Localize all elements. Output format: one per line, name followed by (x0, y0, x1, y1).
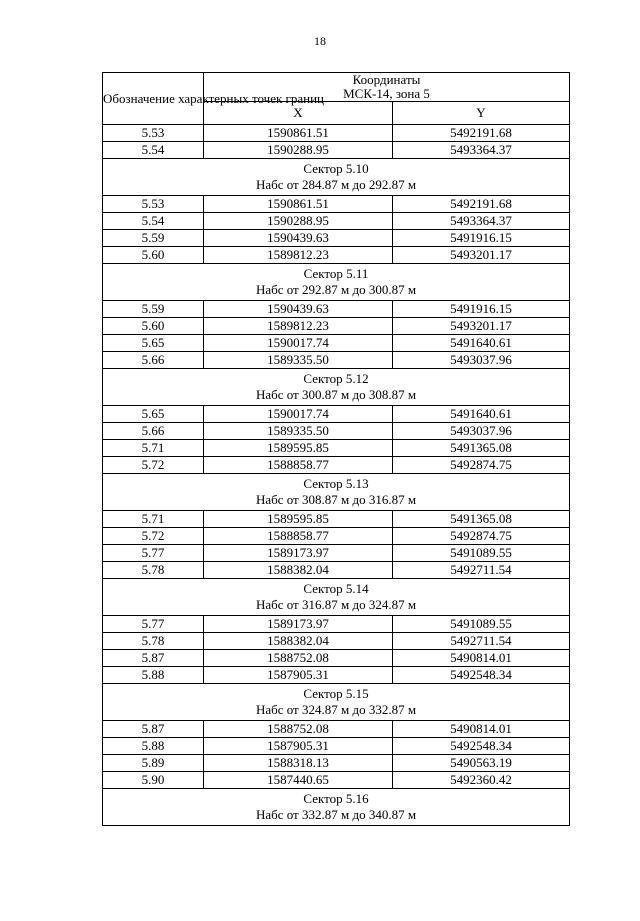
sector-title: Сектор 5.13 (303, 476, 369, 491)
sector-title: Сектор 5.11 (303, 266, 369, 281)
point-id-cell: 5.60 (103, 318, 204, 335)
x-coordinate-cell: 1590861.51 (204, 196, 393, 213)
sector-height-range: Набс от 292.87 м до 300.87 м (255, 282, 417, 297)
y-coordinate-cell: 5492711.54 (393, 633, 570, 650)
sector-height-range: Набс от 300.87 м до 308.87 м (255, 387, 417, 402)
point-row (103, 230, 570, 247)
x-coordinate-cell: 1589595.85 (204, 511, 393, 528)
point-id-cell: 5.87 (103, 650, 204, 667)
point-id-cell: 5.53 (103, 125, 204, 142)
point-id-cell: 5.60 (103, 247, 204, 264)
sector-cell (103, 159, 570, 196)
point-id-cell: 5.54 (103, 213, 204, 230)
sector-title: Сектор 5.12 (303, 371, 369, 386)
point-id-cell: 5.65 (103, 406, 204, 423)
x-coordinate-cell: 1588858.77 (204, 528, 393, 545)
sector-cell (103, 579, 570, 616)
point-row (103, 423, 570, 440)
point-id-cell: 5.72 (103, 528, 204, 545)
x-coordinate-cell: 1588318.13 (204, 755, 393, 772)
point-id-cell: 5.77 (103, 616, 204, 633)
point-row (103, 721, 570, 738)
point-row (103, 738, 570, 755)
point-row (103, 772, 570, 789)
y-coordinate-cell: 5493037.96 (393, 423, 570, 440)
sector-cell (103, 474, 570, 511)
sector-height-range: Набс от 284.87 м до 292.87 м (255, 177, 417, 192)
point-row (103, 755, 570, 772)
y-coordinate-cell: 5491916.15 (393, 230, 570, 247)
point-row (103, 335, 570, 352)
y-coordinate-cell: 5492548.34 (393, 667, 570, 684)
sector-height-range: Набс от 308.87 м до 316.87 м (255, 492, 417, 507)
point-id-cell: 5.59 (103, 230, 204, 247)
point-id-cell: 5.71 (103, 440, 204, 457)
sector-title: Сектор 5.10 (303, 161, 369, 176)
x-coordinate-cell: 1589335.50 (204, 352, 393, 369)
x-coordinate-cell: 1589595.85 (204, 440, 393, 457)
sector-row (103, 684, 570, 721)
x-coordinate-cell: 1588858.77 (204, 457, 393, 474)
point-id-cell: 5.71 (103, 511, 204, 528)
designation-header: Обозначение характерных точек границ (103, 73, 204, 125)
y-coordinate-cell: 5491640.61 (393, 406, 570, 423)
point-id-cell: 5.72 (103, 457, 204, 474)
sector-cell (103, 264, 570, 301)
point-row (103, 667, 570, 684)
x-coordinate-cell: 1590288.95 (204, 142, 393, 159)
point-id-cell: 5.90 (103, 772, 204, 789)
point-row (103, 650, 570, 667)
point-row (103, 562, 570, 579)
sector-row (103, 579, 570, 616)
x-coordinate-cell: 1590861.51 (204, 125, 393, 142)
sector-cell (103, 684, 570, 721)
sector-height-range: Набс от 324.87 м до 332.87 м (255, 702, 417, 717)
point-id-cell: 5.53 (103, 196, 204, 213)
point-id-cell: 5.54 (103, 142, 204, 159)
point-row (103, 457, 570, 474)
point-id-cell: 5.89 (103, 755, 204, 772)
y-coordinate-cell: 5493364.37 (393, 213, 570, 230)
x-coordinate-cell: 1589812.23 (204, 247, 393, 264)
point-id-cell: 5.65 (103, 335, 204, 352)
y-coordinate-cell: 5493201.17 (393, 247, 570, 264)
table-body (103, 125, 570, 826)
point-row (103, 247, 570, 264)
y-coordinate-cell: 5493364.37 (393, 142, 570, 159)
coordinate-system: МСК-14, зона 5 (343, 86, 430, 101)
point-id-cell: 5.87 (103, 721, 204, 738)
y-coordinate-cell: 5490814.01 (393, 721, 570, 738)
x-coordinate-cell: 1590017.74 (204, 335, 393, 352)
x-column-header: X (204, 102, 393, 125)
x-coordinate-cell: 1589812.23 (204, 318, 393, 335)
point-row (103, 213, 570, 230)
sector-cell (103, 369, 570, 406)
y-coordinate-cell: 5492191.68 (393, 125, 570, 142)
y-coordinate-cell: 5491640.61 (393, 335, 570, 352)
point-row (103, 301, 570, 318)
point-row (103, 633, 570, 650)
y-coordinate-cell: 5490814.01 (393, 650, 570, 667)
sector-title: Сектор 5.16 (303, 791, 369, 806)
point-id-cell: 5.88 (103, 738, 204, 755)
coordinates-table (102, 72, 570, 826)
y-coordinate-cell: 5493201.17 (393, 318, 570, 335)
point-id-cell: 5.77 (103, 545, 204, 562)
coordinates-title: Координаты (352, 72, 421, 87)
y-coordinate-cell: 5491365.08 (393, 511, 570, 528)
point-id-cell: 5.66 (103, 423, 204, 440)
point-row (103, 125, 570, 142)
sector-cell (103, 789, 570, 826)
y-column-header: Y (393, 102, 570, 125)
point-row (103, 142, 570, 159)
y-coordinate-cell: 5490563.19 (393, 755, 570, 772)
y-coordinate-cell: 5491089.55 (393, 616, 570, 633)
x-coordinate-cell: 1590288.95 (204, 213, 393, 230)
x-coordinate-cell: 1587905.31 (204, 738, 393, 755)
y-coordinate-cell: 5492874.75 (393, 528, 570, 545)
x-coordinate-cell: 1587905.31 (204, 667, 393, 684)
y-coordinate-cell: 5493037.96 (393, 352, 570, 369)
x-coordinate-cell: 1590439.63 (204, 301, 393, 318)
point-row (103, 352, 570, 369)
y-coordinate-cell: 5492874.75 (393, 457, 570, 474)
x-coordinate-cell: 1590017.74 (204, 406, 393, 423)
point-id-cell: 5.78 (103, 562, 204, 579)
point-row (103, 616, 570, 633)
sector-height-range: Набс от 332.87 м до 340.87 м (255, 807, 417, 822)
y-coordinate-cell: 5491365.08 (393, 440, 570, 457)
point-row (103, 528, 570, 545)
y-coordinate-cell: 5492191.68 (393, 196, 570, 213)
sector-height-range: Набс от 316.87 м до 324.87 м (255, 597, 417, 612)
point-row (103, 318, 570, 335)
point-row (103, 440, 570, 457)
y-coordinate-cell: 5491089.55 (393, 545, 570, 562)
point-row (103, 545, 570, 562)
page-number: 18 (314, 34, 326, 48)
sector-row (103, 789, 570, 826)
point-row (103, 196, 570, 213)
x-coordinate-cell: 1589173.97 (204, 545, 393, 562)
y-coordinate-cell: 5492548.34 (393, 738, 570, 755)
point-id-cell: 5.66 (103, 352, 204, 369)
point-row (103, 406, 570, 423)
sector-row (103, 474, 570, 511)
y-coordinate-cell: 5492360.42 (393, 772, 570, 789)
point-row (103, 511, 570, 528)
sector-title: Сектор 5.14 (303, 581, 369, 596)
y-coordinate-cell: 5491916.15 (393, 301, 570, 318)
point-id-cell: 5.78 (103, 633, 204, 650)
x-coordinate-cell: 1588382.04 (204, 633, 393, 650)
x-coordinate-cell: 1590439.63 (204, 230, 393, 247)
y-coordinate-cell: 5492711.54 (393, 562, 570, 579)
x-coordinate-cell: 1589173.97 (204, 616, 393, 633)
point-id-cell: 5.88 (103, 667, 204, 684)
x-coordinate-cell: 1589335.50 (204, 423, 393, 440)
x-coordinate-cell: 1588752.08 (204, 650, 393, 667)
sector-title: Сектор 5.15 (303, 686, 369, 701)
x-coordinate-cell: 1588382.04 (204, 562, 393, 579)
x-coordinate-cell: 1588752.08 (204, 721, 393, 738)
sector-row (103, 264, 570, 301)
sector-row (103, 159, 570, 196)
x-coordinate-cell: 1587440.65 (204, 772, 393, 789)
point-id-cell: 5.59 (103, 301, 204, 318)
sector-row (103, 369, 570, 406)
